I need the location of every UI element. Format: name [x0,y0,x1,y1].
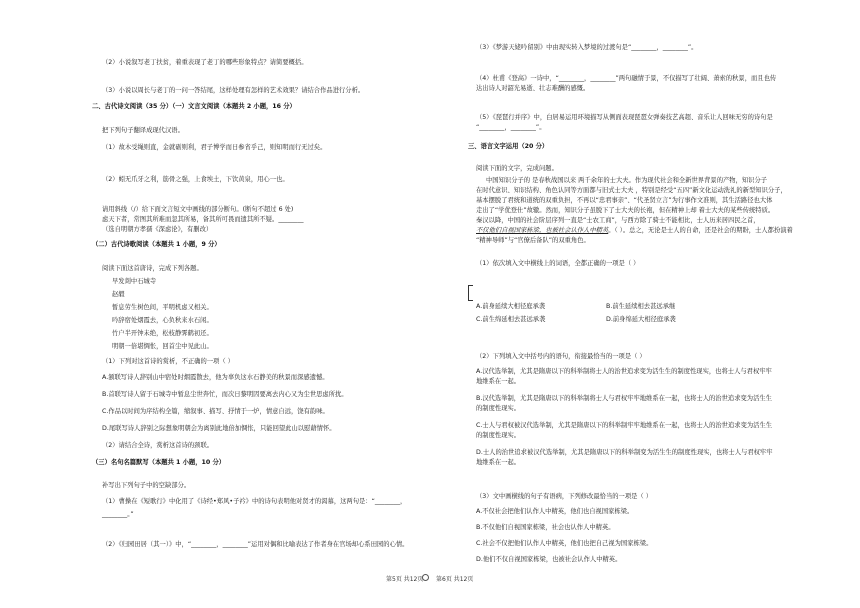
poem-line: 明朝一倍堪惆怅，回首尘中见此山。 [112,343,213,350]
subsection-3-heading: （三）名句名篇默写（本题共 1 小题，10 分） [92,459,226,466]
left-page [92,0,454,608]
poem-option-b: B.首联写诗人留于石城寺中暂息尘世奔忙，而次日黎明因要离去内心又为尘世思虑所扰。 [102,391,348,398]
lq1-option-c: C.前生绵延相去甚远承袭 [476,316,546,323]
fill-item-3: （3）《梦游天姥吟留别》中由现实转入梦境的过渡句是“________，________”。 [476,44,698,51]
fill-item-4: （4）杜甫《登高》一诗中，“________，________”两句融情于景，不仅描写了壮阔、萧索的秋景，而且也传 [476,75,777,82]
passage-tail: 。（ ）。总之，无论是士人的自命，还是社会的期盼，士人都扮演着 [608,227,793,234]
lq2-option-a: A.汉代选举制，尤其是隋唐以下的科举制将士人的治世追求变为活生生的制度性现实，也将士人与君权牢牢 [476,368,772,375]
passage-line-underlined [476,226,793,235]
poem-option-a: A.颔联写诗人辞别山中宿处时烟霞散去，他为辜负这水石静美的秋景而深感遗憾。 [102,374,329,381]
lq2-option-c: C.士人与君权被汉代选举制，尤其是隋唐以下的科举制牢牢地维系在一起，也将士人的治世追求变为活生生 [476,422,773,429]
poem-line: 暂息劳生树色间，平明机虑又相关。 [112,304,213,311]
lq1-option-d: D.前身绵延大相径庭承袭 [606,316,676,323]
poem-question-2: （2）请结合全诗，赏析这首诗的颈联。 [102,442,214,449]
lq2-option-a-cont: 地维系在一起。 [476,378,521,385]
poem-option-c: C.作品以时间为序结构全篇，缩叙事、描写、抒情于一炉，情意自远，饶有韵味。 [102,408,329,415]
right-page [468,0,830,608]
language-question-2: （2）下列填入文中括号内的语句，衔接最恰当的一项是（ ） [476,353,646,360]
poem-author: 赵嘏 [112,291,125,298]
poem-intro: 阅读下面这首唐诗，完成下列各题。 [102,265,203,272]
lq2-option-b-cont: 的制度性现实。 [476,405,521,412]
poem-question-1: （1）下列对这首诗的赏析，不正确的一项（ ） [102,358,234,365]
fill-item-5: （5）《琵琶行并序》中，白居易运用环境描写从侧面表现琵琶女弹奏技艺高超、音乐让人回味无穷的诗句是 [476,114,773,121]
lq2-option-d: D.士人的治世追求被汉代选举制，尤其是隋唐以下的科举制变为活生生的制度性现实，也将士人与君权牢牢 [476,449,773,456]
lq3-option-a: A.不仅社会把他们认作人中精英，他们也自视国家栋梁。 [476,508,634,515]
translate-item-1: （1）故木受绳则直，金就砺则利，君子博学而日参省乎己，则知明而行无过矣。 [102,144,327,151]
punctuation-text: 虑天下者，常图其所难而忽其所易，备其所可畏而遗其所不疑。________ [102,216,304,223]
lq3-option-d: D.他们不仅自视国家栋梁，也被社会认作人中精英。 [476,556,622,563]
lq3-option-c: C.社会不仅把他们认作人中精英，他们也把自己视为国家栋梁。 [476,540,653,547]
lq1-option-b: B.前生延续相去甚远承继 [606,303,676,310]
lq2-option-d-cont: 地维系在一起。 [476,459,521,466]
passage-intro: 阅读下面的文字，完成问题。 [476,165,558,172]
fill-item-4-cont: 达出诗人对韶光易逝、壮志难酬的感慨。 [476,85,590,92]
passage-line: 基本摆脱了君统和道统的双重负担，不再以“忠君事亲”、“代圣贤立言”为行事作文准则，其生活路径也大体 [476,197,773,204]
page-number-right: 第6页 共12页 [436,576,474,583]
fill-item-2: （2）《归园田居（其一）》中，“________，________”运用对偶和比喻表达了作者身在官场却心系田园的心情。 [102,541,409,548]
fill-item-1-cont: ________。” [102,511,134,518]
question-2: （2）小说叙写老丁扶贫，着重表现了老丁的哪些形象特点？请简要概括。 [102,59,308,66]
lq2-option-b: B.汉代选举制，尤其是隋唐以下的科举制将士人与君权牢牢地维系在一起，也将士人的治世追求变为活生生 [476,395,772,402]
section-2-heading: 二、古代诗文阅读（35 分）（一）文言文阅读（本题共 2 小题，16 分） [92,103,296,110]
passage-line: 走出了“学优登仕”故辙。然而，知识分子虽脱下了士大夫的长袍，但在精神上却 着士大夫的某些传统特质。 [476,207,775,214]
poem-line: 竹户半开钟未绝，松枝静霁鹤初还。 [112,330,213,337]
answer-bracket [468,285,473,301]
binding-circle-icon [422,574,429,581]
passage-line: 秦汉以降，中国的社会阶层序列一直是“士农工商”，与西方除了骑士不能相比，士人历来居四民之首， [476,217,760,224]
lq2-option-c-cont: 的制度性现实。 [476,432,521,439]
translate-item-2: （2）蚓无爪牙之利，筋骨之强，上食埃土，下饮黄泉，用心一也。 [102,176,289,183]
poem-option-d: D.尾联写诗人辞别之际想象明朝会为离别此地倍加惆怅，只能回望此山以慰藉情怀。 [102,425,336,432]
lq1-option-a: A.前身延续大相径庭承袭 [476,303,546,310]
passage-line: 在时代意识、知识结构、角色认同等方面都与旧式士大夫 ，特别是经受“五四”新文化运动洗礼的新型知识分子， [476,187,787,194]
language-question-1: （1）依次填入文中横线上的词语，全都正确的一项是（ ） [476,260,640,267]
poem-line: 吟辞宿处烟霞去，心负秋来水石闲。 [112,317,213,324]
fill-item-5-cont: “________，________”。 [476,124,546,131]
subsection-2-heading: （二）古代诗歌阅读（本题共 1 小题，9 分） [92,241,221,248]
page-number-left: 第5页 共12页 [386,576,424,583]
fill-instruction: 补写出下列句子中的空缺部分。 [102,482,191,489]
translate-instruction: 把下列句子翻译成现代汉语。 [102,127,184,134]
underlined-sentence: 不仅他们自视国家栋梁，也被社会认作人中精英 [476,227,609,234]
lq3-option-b: B.不仅他们自视国家栋梁，社会也认作人中精英。 [476,524,615,531]
passage-line: 中国知识分子的 是春秋战国以来 两千余年的士大夫。作为现代社会和全新世界背景的产物，知识分子 [486,177,768,184]
poem-title: 早发剡中石城寺 [112,278,157,285]
fill-item-1: （1）曹操在《短歌行》中化用了《诗经•郑风•子衿》中的诗句表明他对贤才的渴慕，这两句是：“________， [102,498,407,505]
punctuation-instruction: 请用斜线（/）给下面文言短文中画线的部分断句。(断句不超过 6 处) [102,206,294,213]
punctuation-source: （选自明朝方孝孺《深虑论》，有删改） [102,226,213,233]
question-3: （3）小说以周长与老丁的一问一答结尾，这样处理有怎样的艺术效果？请结合作品进行分析。 [102,87,365,94]
section-3-heading: 三、语言文字运用（20 分） [468,143,549,150]
language-question-3: （3）文中画横线的句子有语病，下列修改最恰当的一项是（ ） [476,493,653,500]
passage-end: “精神导师”与“官僚后备队”的双重角色。 [476,237,590,244]
